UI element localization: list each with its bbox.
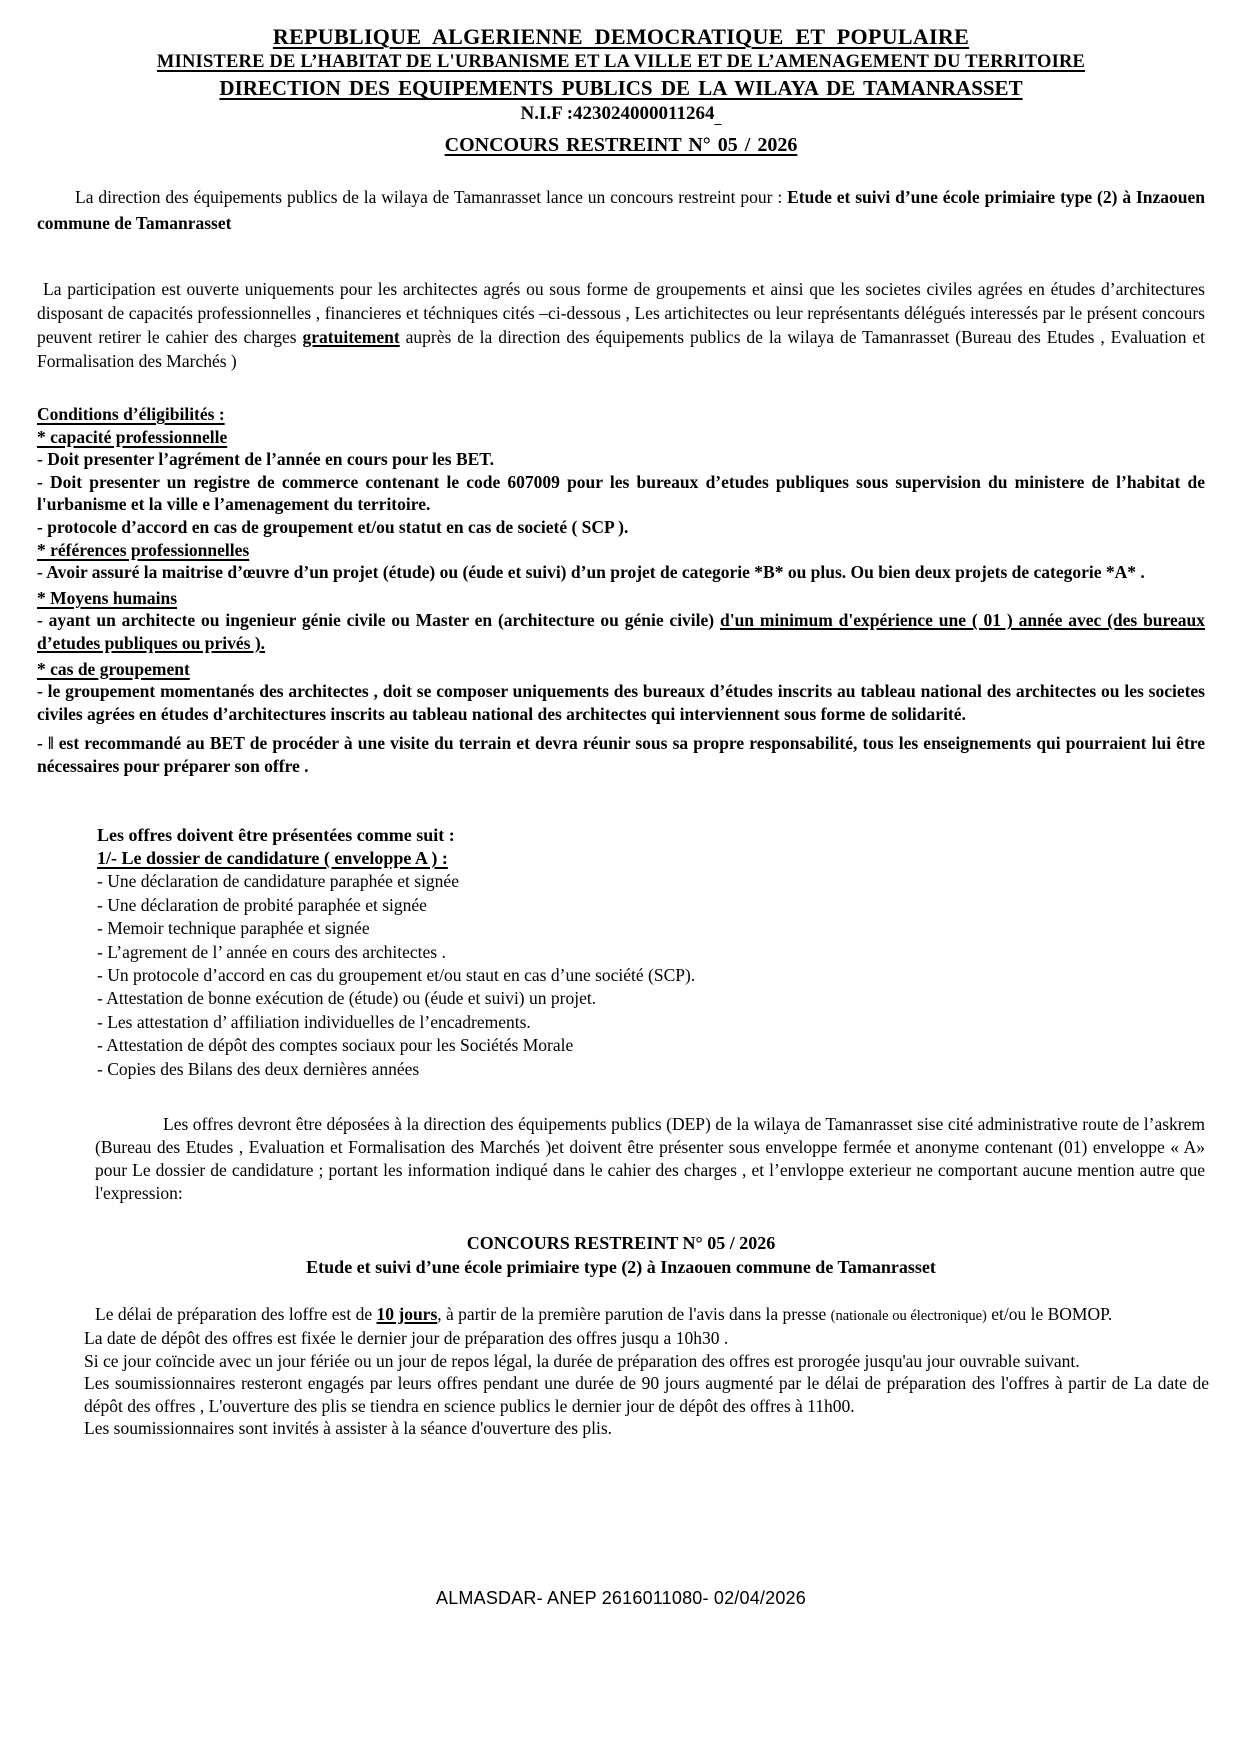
offer-item: - Memoir technique paraphée et signée bbox=[97, 918, 370, 939]
offer-item: - Une déclaration de candidature paraphée et signée bbox=[97, 871, 459, 892]
deadline-depot-date: La date de dépôt des offres est fixée le dernier jour de préparation des offres jusqu a 10h30 . bbox=[84, 1328, 729, 1349]
condition-item: - Doit presenter un registre de commerce contenant le code 607009 pour les bureaux d’etudes publiques sous supervision du ministere de l’habitat de l'urbanisme et la ville e l’amenagement du territoire. bbox=[37, 471, 1205, 515]
offer-item: - Une déclaration de probité paraphée et signée bbox=[97, 894, 427, 915]
banner-title: CONCOURS RESTREINT N° 05 / 2026 bbox=[466, 1232, 776, 1253]
condition-experience-underline: d'un minimum d'expérience une ( 01 ) année avec (des bureaux d’etudes publiques ou privés ). bbox=[37, 610, 1205, 653]
header-republic-line bbox=[37, 24, 1205, 50]
conditions-section bbox=[37, 403, 1205, 778]
header-ministry-line bbox=[37, 50, 1205, 75]
offers-section bbox=[97, 824, 1205, 1081]
deadline-engagement: Les soumissionnaires resteront engagés par leurs offres pendant une durée de 90 jours augmenté par le délai de préparation des l'offres à partir de La date de dépôt des offres , L'ouverture des plis se tiendra en science publics le dernier jour de dépôt des offres à 11h00. bbox=[84, 1373, 1209, 1416]
condition-item: - Avoir assuré la maitrise d’œuvre d’un projet (étude) ou (éude et suivi) d’un projet de categorie *B* ou plus. Ou bien deux projets de categorie *A* . bbox=[37, 562, 1145, 583]
header-nif-line bbox=[37, 101, 1205, 132]
condition-item: - Doit presenter l’agrément de l’année en cours pour les BET. bbox=[37, 449, 495, 470]
participation-text: La participation est ouverte uniquements pour les architectes agrés ou sous forme de groupements et ainsi que les societes civiles agrées en études d’architectures disposant de capacités professionnelles , financieres et téchniques cités –ci-dessous , Les artichitectes ou leur représentants délégués interessés par le présent concours peuvent retirer le cahier des charges bbox=[37, 279, 1205, 347]
conditions-sub-capacite: * capacité professionnelle bbox=[37, 426, 228, 447]
condition-item: - ayant un architecte ou ingenieur génie civile ou Master en (architecture ou génie civile) d'un minimum d'expérience une ( 01 ) année avec (des bureaux d’etudes publiques ou privés ). bbox=[37, 610, 1205, 653]
intro-project-title: Etude et suivi d’une école primiaire type (2) à Inzaouen commune de Tamanrasset bbox=[37, 187, 1205, 233]
offer-item: - Attestation de dépôt des comptes sociaux pour les Sociétés Morale bbox=[97, 1035, 574, 1056]
conditions-sub-groupement: * cas de groupement bbox=[37, 658, 190, 679]
deadline-10-jours: 10 jours bbox=[376, 1303, 438, 1324]
deadline-presse-note: (nationale ou électronique) bbox=[830, 1307, 987, 1324]
offer-item: - Les attestation d’ affiliation individuelles de l’encadrements. bbox=[97, 1011, 531, 1032]
offer-item: - Un protocole d’accord en cas du groupement et/ou staut en cas d’une société (SCP). bbox=[97, 964, 696, 985]
conditions-sub-moyens: * Moyens humains bbox=[37, 587, 178, 608]
deadline-invitation: Les soumissionnaires sont invités à assister à la séance d'ouverture des plis. bbox=[84, 1418, 613, 1438]
conditions-sub-references: * références professionnelles bbox=[37, 539, 250, 560]
intro-paragraph bbox=[37, 184, 1205, 236]
offer-item: - Attestation de bonne exécution de (étude) ou (éude et suivi) un projet. bbox=[97, 988, 597, 1009]
deposit-paragraph: Les offres devront être déposées à la direction des équipements publics (DEP) de la wilaya de Tamanrasset sise cité administrative route de l’askrem (Bureau des Etudes , Evaluation et Formalisation des Marchés )et doivent être présenter sous enveloppe fermée et anonyme contenant (01) enveloppe « A» pour Le dossier de candidature ; portant les information indiqué dans le cahier des charges , et l’envloppe exterieur ne comportant aucune mention autre que l'expression: bbox=[95, 1113, 1205, 1203]
offers-heading: Les offres doivent être présentées comme suit : bbox=[97, 824, 455, 845]
condition-item: - le groupement momentanés des architectes , doit se composer uniquements des bureaux d’études inscrits au tableau national des architectes ou les societes civiles agrées en études d’architectures inscrits au tableau national des architectes qui interviennent sous forme de solidarité. bbox=[37, 681, 1205, 724]
participation-tail: auprès de la direction des équipements publics de la wilaya de Tamanrasset (Bureau des Etudes , Evaluation et Formalisation des Marchés ) bbox=[37, 327, 1205, 371]
participation-gratuitement: gratuitement bbox=[302, 327, 400, 347]
header-direction-text: DIRECTION DES EQUIPEMENTS PUBLICS DE LA WILAYA DE TAMANRASSET bbox=[219, 76, 1023, 100]
condition-item: - protocole d’accord en cas de groupement et/ou statut en cas de societé ( SCP ). bbox=[37, 516, 629, 537]
participation-paragraph bbox=[37, 277, 1205, 373]
header-title-line bbox=[37, 132, 1205, 158]
deadline-preparation: Le délai de préparation des loffre est de 10 jours, à partir de la première parution de l'avis dans la presse (nationale ou électronique) et/ou le BOMOP. bbox=[95, 1303, 1113, 1324]
deadline-section bbox=[84, 1303, 1209, 1439]
conditions-heading: Conditions d’éligibilités : bbox=[37, 404, 225, 424]
header-nif-underscore: _ bbox=[714, 112, 722, 127]
header-direction-line bbox=[37, 75, 1205, 101]
document-header bbox=[37, 24, 1205, 158]
offer-item: - Copies des Bilans des deux dernières années bbox=[97, 1058, 420, 1079]
condition-visit-note: - ‖ est recommandé au BET de procéder à une visite du terrain et devra réunir sous sa propre responsabilité, tous les enseignements qui pourraient lui être nécessaires pour préparer son offre . bbox=[37, 733, 1205, 776]
header-republic-text: REPUBLIQUE ALGERIENNE DEMOCRATIQUE ET POPULAIRE bbox=[272, 24, 970, 49]
banner-subtitle: Etude et suivi d’une école primiaire type (2) à Inzaouen commune de Tamanrasset bbox=[306, 1256, 936, 1277]
banner-block bbox=[37, 1231, 1205, 1279]
deadline-jour-ferie: Si ce jour coïncide avec un jour fériée ou un jour de repos légal, la durée de préparation des offres est prorogée jusqu'au jour ouvrable suivant. bbox=[84, 1350, 1080, 1371]
offers-subheading: 1/- Le dossier de candidature ( enveloppe A ) : bbox=[97, 847, 448, 868]
header-nif-text: N.I.F :423024000011264 bbox=[520, 103, 715, 124]
anep-footer: ALMASDAR- ANEP 2616011080- 02/04/2026 bbox=[436, 1588, 806, 1609]
header-ministry-text: MINISTERE DE L’HABITAT DE L'URBANISME ET LA VILLE ET DE L’AMENAGEMENT DU TERRITOIRE bbox=[156, 52, 1086, 72]
intro-lead-text: La direction des équipements publics de la wilaya de Tamanrasset lance un concours restreint pour : bbox=[75, 187, 788, 207]
offer-item: - L’agrement de l’ année en cours des architectes . bbox=[97, 941, 446, 962]
document-title: CONCOURS RESTREINT N° 05 / 2026 bbox=[444, 134, 798, 156]
